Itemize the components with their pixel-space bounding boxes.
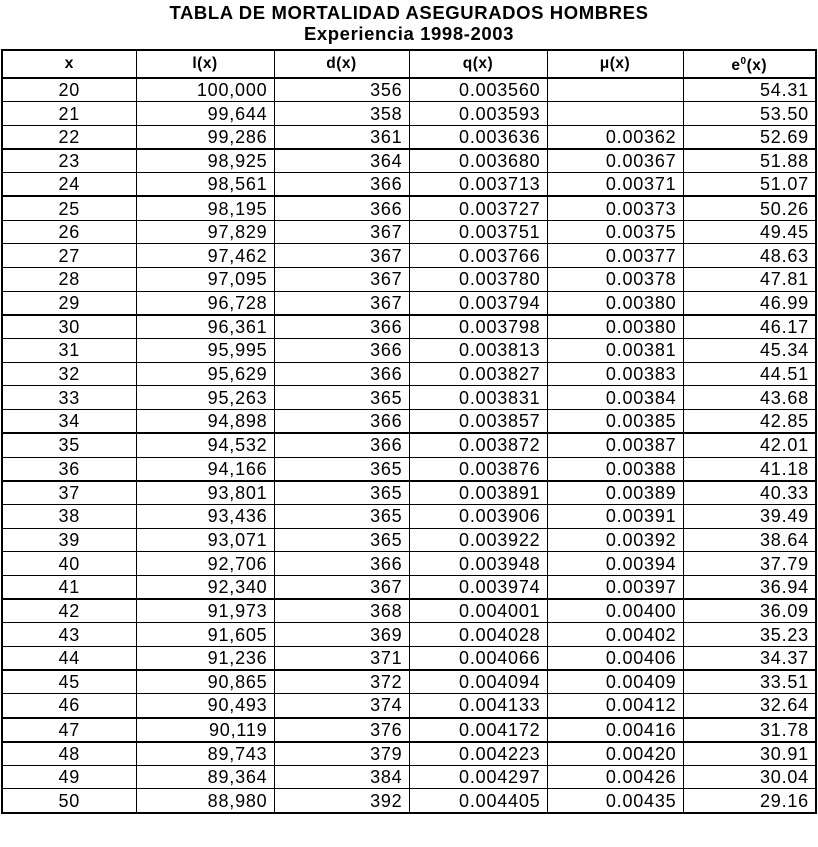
cell-dx: 392	[274, 789, 409, 813]
table-row	[2, 102, 816, 126]
cell-qx: 0.003872	[409, 433, 547, 457]
cell-lx: 93,801	[136, 481, 274, 505]
cell-lx: 99,644	[136, 102, 274, 126]
cell-dx: 366	[274, 339, 409, 363]
cell-mux: 0.00435	[547, 789, 683, 813]
cell-mux: 0.00378	[547, 268, 683, 292]
cell-qx: 0.003891	[409, 481, 547, 505]
cell-x: 48	[2, 742, 136, 766]
cell-lx: 95,629	[136, 362, 274, 386]
cell-ex: 46.17	[683, 315, 816, 339]
cell-mux: 0.00402	[547, 623, 683, 647]
cell-lx: 99,286	[136, 125, 274, 149]
table-row	[2, 481, 816, 505]
cell-mux: 0.00385	[547, 410, 683, 434]
table-row	[2, 528, 816, 552]
cell-ex: 33.51	[683, 670, 816, 694]
cell-lx: 91,236	[136, 647, 274, 671]
cell-mux: 0.00389	[547, 481, 683, 505]
cell-ex: 40.33	[683, 481, 816, 505]
cell-ex: 45.34	[683, 339, 816, 363]
cell-lx: 96,728	[136, 291, 274, 315]
cell-ex: 43.68	[683, 386, 816, 410]
cell-ex: 36.09	[683, 599, 816, 623]
cell-dx: 356	[274, 78, 409, 102]
cell-mux: 0.00362	[547, 125, 683, 149]
cell-lx: 88,980	[136, 789, 274, 813]
cell-ex: 38.64	[683, 528, 816, 552]
cell-dx: 365	[274, 481, 409, 505]
cell-qx: 0.004297	[409, 765, 547, 789]
cell-ex: 52.69	[683, 125, 816, 149]
cell-lx: 97,462	[136, 244, 274, 268]
cell-x: 21	[2, 102, 136, 126]
header-ex	[683, 50, 816, 78]
cell-mux: 0.00391	[547, 504, 683, 528]
cell-qx: 0.003798	[409, 315, 547, 339]
cell-mux: 0.00388	[547, 457, 683, 481]
table-row	[2, 575, 816, 599]
table-row	[2, 339, 816, 363]
table-row	[2, 244, 816, 268]
cell-dx: 365	[274, 528, 409, 552]
cell-lx: 90,865	[136, 670, 274, 694]
cell-dx: 364	[274, 149, 409, 173]
table-row	[2, 599, 816, 623]
cell-ex: 37.79	[683, 552, 816, 576]
cell-x: 24	[2, 173, 136, 197]
cell-x: 39	[2, 528, 136, 552]
table-row	[2, 410, 816, 434]
table-row	[2, 670, 816, 694]
cell-x: 42	[2, 599, 136, 623]
table-row	[2, 694, 816, 718]
cell-lx: 91,605	[136, 623, 274, 647]
cell-x: 25	[2, 196, 136, 220]
cell-x: 46	[2, 694, 136, 718]
cell-mux: 0.00412	[547, 694, 683, 718]
cell-ex: 36.94	[683, 575, 816, 599]
cell-x: 20	[2, 78, 136, 102]
header-qx: q(x)	[409, 50, 547, 78]
cell-x: 22	[2, 125, 136, 149]
cell-qx: 0.004405	[409, 789, 547, 813]
cell-ex: 51.07	[683, 173, 816, 197]
cell-qx: 0.003780	[409, 268, 547, 292]
cell-dx: 365	[274, 457, 409, 481]
cell-dx: 371	[274, 647, 409, 671]
table-row	[2, 457, 816, 481]
cell-qx: 0.004001	[409, 599, 547, 623]
cell-ex: 31.78	[683, 718, 816, 742]
cell-qx: 0.003680	[409, 149, 547, 173]
cell-dx: 366	[274, 362, 409, 386]
cell-mux: 0.00392	[547, 528, 683, 552]
table-row	[2, 78, 816, 102]
cell-qx: 0.003766	[409, 244, 547, 268]
cell-qx: 0.003813	[409, 339, 547, 363]
cell-x: 49	[2, 765, 136, 789]
cell-dx: 368	[274, 599, 409, 623]
table-row	[2, 765, 816, 789]
cell-lx: 98,561	[136, 173, 274, 197]
header-row	[2, 50, 816, 78]
cell-qx: 0.004133	[409, 694, 547, 718]
cell-lx: 94,166	[136, 457, 274, 481]
table-row	[2, 196, 816, 220]
cell-ex: 47.81	[683, 268, 816, 292]
cell-x: 37	[2, 481, 136, 505]
cell-ex: 54.31	[683, 78, 816, 102]
cell-mux: 0.00400	[547, 599, 683, 623]
cell-x: 50	[2, 789, 136, 813]
cell-qx: 0.003906	[409, 504, 547, 528]
cell-qx: 0.003794	[409, 291, 547, 315]
cell-dx: 367	[274, 220, 409, 244]
cell-mux	[547, 78, 683, 102]
cell-lx: 94,532	[136, 433, 274, 457]
cell-lx: 95,263	[136, 386, 274, 410]
table-title: TABLA DE MORTALIDAD ASEGURADOS HOMBRES	[169, 2, 649, 23]
cell-qx: 0.003831	[409, 386, 547, 410]
cell-dx: 367	[274, 244, 409, 268]
cell-lx: 97,829	[136, 220, 274, 244]
cell-qx: 0.003857	[409, 410, 547, 434]
cell-qx: 0.004094	[409, 670, 547, 694]
cell-dx: 361	[274, 125, 409, 149]
cell-x: 35	[2, 433, 136, 457]
table-row	[2, 552, 816, 576]
cell-ex: 53.50	[683, 102, 816, 126]
cell-qx: 0.004223	[409, 742, 547, 766]
cell-x: 45	[2, 670, 136, 694]
cell-mux: 0.00383	[547, 362, 683, 386]
cell-dx: 372	[274, 670, 409, 694]
table-row	[2, 315, 816, 339]
cell-dx: 367	[274, 268, 409, 292]
cell-mux: 0.00380	[547, 291, 683, 315]
cell-lx: 100,000	[136, 78, 274, 102]
table-row	[2, 718, 816, 742]
cell-ex: 30.91	[683, 742, 816, 766]
cell-x: 43	[2, 623, 136, 647]
cell-lx: 93,436	[136, 504, 274, 528]
cell-mux: 0.00394	[547, 552, 683, 576]
cell-qx: 0.004028	[409, 623, 547, 647]
cell-dx: 366	[274, 410, 409, 434]
header-ex-tail: (x)	[746, 57, 768, 74]
table-subtitle: Experiencia 1998-2003	[303, 23, 515, 44]
cell-dx: 367	[274, 575, 409, 599]
cell-dx: 358	[274, 102, 409, 126]
cell-dx: 384	[274, 765, 409, 789]
cell-mux: 0.00367	[547, 149, 683, 173]
cell-mux: 0.00387	[547, 433, 683, 457]
cell-lx: 90,493	[136, 694, 274, 718]
table-row	[2, 173, 816, 197]
cell-x: 28	[2, 268, 136, 292]
table-row	[2, 647, 816, 671]
cell-lx: 91,973	[136, 599, 274, 623]
cell-ex: 50.26	[683, 196, 816, 220]
cell-mux: 0.00380	[547, 315, 683, 339]
cell-qx: 0.003948	[409, 552, 547, 576]
mortality-table	[1, 49, 817, 814]
cell-x: 34	[2, 410, 136, 434]
cell-mux: 0.00375	[547, 220, 683, 244]
cell-mux: 0.00373	[547, 196, 683, 220]
cell-ex: 46.99	[683, 291, 816, 315]
cell-x: 30	[2, 315, 136, 339]
table-body	[2, 78, 816, 813]
table-row	[2, 386, 816, 410]
cell-dx: 374	[274, 694, 409, 718]
cell-ex: 41.18	[683, 457, 816, 481]
cell-x: 47	[2, 718, 136, 742]
cell-dx: 369	[274, 623, 409, 647]
cell-x: 31	[2, 339, 136, 363]
table-row	[2, 220, 816, 244]
cell-dx: 366	[274, 433, 409, 457]
header-mux: μ(x)	[547, 50, 683, 78]
cell-qx: 0.003713	[409, 173, 547, 197]
cell-dx: 366	[274, 196, 409, 220]
cell-dx: 366	[274, 173, 409, 197]
header-x: x	[2, 50, 136, 78]
cell-x: 40	[2, 552, 136, 576]
cell-dx: 379	[274, 742, 409, 766]
table-row	[2, 291, 816, 315]
cell-mux: 0.00409	[547, 670, 683, 694]
cell-ex: 49.45	[683, 220, 816, 244]
cell-mux: 0.00397	[547, 575, 683, 599]
cell-dx: 365	[274, 386, 409, 410]
cell-x: 33	[2, 386, 136, 410]
cell-x: 38	[2, 504, 136, 528]
cell-qx: 0.003827	[409, 362, 547, 386]
cell-qx: 0.003560	[409, 78, 547, 102]
cell-lx: 92,340	[136, 575, 274, 599]
cell-x: 23	[2, 149, 136, 173]
header-lx: l(x)	[136, 50, 274, 78]
cell-lx: 93,071	[136, 528, 274, 552]
cell-qx: 0.003751	[409, 220, 547, 244]
table-row	[2, 268, 816, 292]
cell-ex: 32.64	[683, 694, 816, 718]
cell-mux: 0.00384	[547, 386, 683, 410]
cell-x: 27	[2, 244, 136, 268]
cell-qx: 0.003922	[409, 528, 547, 552]
cell-ex: 42.85	[683, 410, 816, 434]
cell-dx: 366	[274, 552, 409, 576]
cell-qx: 0.004172	[409, 718, 547, 742]
cell-qx: 0.003974	[409, 575, 547, 599]
cell-ex: 30.04	[683, 765, 816, 789]
cell-mux: 0.00406	[547, 647, 683, 671]
cell-lx: 89,743	[136, 742, 274, 766]
cell-ex: 48.63	[683, 244, 816, 268]
cell-lx: 94,898	[136, 410, 274, 434]
cell-qx: 0.003636	[409, 125, 547, 149]
cell-lx: 98,925	[136, 149, 274, 173]
cell-lx: 90,119	[136, 718, 274, 742]
table-row	[2, 125, 816, 149]
cell-lx: 97,095	[136, 268, 274, 292]
cell-lx: 92,706	[136, 552, 274, 576]
table-row	[2, 789, 816, 813]
cell-lx: 89,364	[136, 765, 274, 789]
cell-ex: 39.49	[683, 504, 816, 528]
table-row	[2, 149, 816, 173]
cell-lx: 96,361	[136, 315, 274, 339]
cell-ex: 44.51	[683, 362, 816, 386]
cell-x: 41	[2, 575, 136, 599]
cell-qx: 0.003593	[409, 102, 547, 126]
cell-mux: 0.00426	[547, 765, 683, 789]
cell-x: 32	[2, 362, 136, 386]
table-row	[2, 362, 816, 386]
cell-x: 44	[2, 647, 136, 671]
cell-mux: 0.00416	[547, 718, 683, 742]
cell-qx: 0.003876	[409, 457, 547, 481]
table-row	[2, 433, 816, 457]
header-dx: d(x)	[274, 50, 409, 78]
cell-ex: 29.16	[683, 789, 816, 813]
header-ex-sup: 0	[740, 56, 747, 67]
cell-qx: 0.003727	[409, 196, 547, 220]
cell-mux: 0.00377	[547, 244, 683, 268]
cell-ex: 42.01	[683, 433, 816, 457]
header-ex-base: e	[731, 57, 741, 74]
cell-qx: 0.004066	[409, 647, 547, 671]
cell-x: 36	[2, 457, 136, 481]
cell-dx: 365	[274, 504, 409, 528]
cell-lx: 98,195	[136, 196, 274, 220]
cell-dx: 366	[274, 315, 409, 339]
cell-x: 29	[2, 291, 136, 315]
cell-mux	[547, 102, 683, 126]
cell-dx: 376	[274, 718, 409, 742]
cell-dx: 367	[274, 291, 409, 315]
cell-ex: 35.23	[683, 623, 816, 647]
cell-ex: 51.88	[683, 149, 816, 173]
cell-lx: 95,995	[136, 339, 274, 363]
cell-mux: 0.00381	[547, 339, 683, 363]
cell-ex: 34.37	[683, 647, 816, 671]
table-row	[2, 623, 816, 647]
cell-mux: 0.00420	[547, 742, 683, 766]
cell-x: 26	[2, 220, 136, 244]
table-row	[2, 742, 816, 766]
cell-mux: 0.00371	[547, 173, 683, 197]
table-row	[2, 504, 816, 528]
